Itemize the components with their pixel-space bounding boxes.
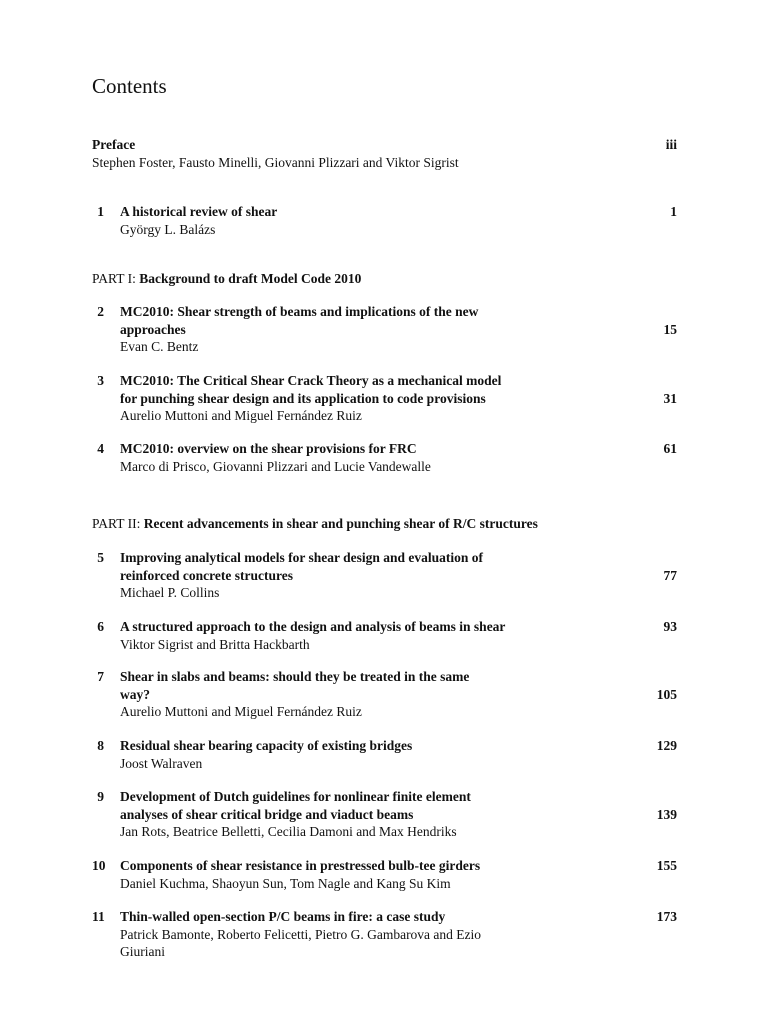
entry-authors: Michael P. Collins [120, 585, 220, 600]
entry-title: Components of shear resistance in prestressed bulb-tee girders [120, 858, 481, 873]
entry-page-number: 93 [663, 619, 677, 634]
entry-title: A historical review of shear [120, 204, 278, 219]
entry-authors-line-1: Patrick Bamonte, Roberto Felicetti, Pietro G. Gambarova and Ezio [120, 926, 482, 942]
entry-page-number: iii [665, 137, 677, 152]
entry-title-line-1: Shear in slabs and beams: should they be treated in the same [120, 669, 470, 684]
entry-authors: Jan Rots, Beatrice Belletti, Cecilia Damoni and Max Hendriks [120, 824, 457, 839]
entry-authors: Daniel Kuchma, Shaoyun Sun, Tom Nagle and Kang Su Kim [120, 875, 451, 891]
part-label: PART II [92, 516, 137, 531]
entry-authors: Evan C. Bentz [120, 339, 199, 354]
entry-page-number: 155 [656, 858, 677, 873]
part-label: PART I [92, 271, 133, 286]
entry-page-number: 77 [663, 567, 677, 583]
part-title: Recent advancements in shear and punching shear of R/C structures [143, 516, 538, 531]
entry-title-line-1: Improving analytical models for shear design and evaluation of [120, 550, 484, 565]
entry-page-number: 15 [663, 321, 677, 337]
chapter-number: 7 [97, 669, 104, 684]
entry-page-number: 61 [663, 441, 677, 456]
entry-title: Preface [92, 137, 136, 152]
chapter-number: 3 [97, 373, 104, 388]
chapter-number: 9 [97, 789, 104, 804]
entry-authors: Marco di Prisco, Giovanni Plizzari and Lucie Vandewalle [120, 458, 431, 474]
chapter-number: 5 [97, 550, 104, 565]
entry-title: A structured approach to the design and analysis of beams in shear [120, 619, 506, 634]
entry-title-line-1: MC2010: The Critical Shear Crack Theory as a mechanical model [120, 373, 502, 388]
entry-authors: Viktor Sigrist and Britta Hackbarth [120, 636, 310, 652]
entry-title: Residual shear bearing capacity of existing bridges [120, 738, 413, 753]
page-title: Contents [92, 74, 167, 98]
entry-page-number: 139 [656, 806, 677, 822]
entry-page-number: 105 [656, 686, 677, 702]
entry-page-number: 173 [656, 909, 677, 924]
chapter-number: 11 [92, 909, 105, 924]
entry-title: Thin-walled open-section P/C beams in fire: a case study [120, 909, 446, 924]
entry-authors: György L. Balázs [120, 221, 216, 237]
chapter-number: 8 [97, 738, 104, 753]
chapter-number: 2 [97, 304, 104, 319]
entry-title-line-2: analyses of shear critical bridge and viaduct beams [120, 806, 414, 822]
entry-authors: Aurelio Muttoni and Miguel Fernández Ruiz [120, 704, 362, 719]
entry-authors: Joost Walraven [120, 755, 203, 771]
chapter-number: 10 [92, 858, 106, 873]
entry-title: MC2010: overview on the shear provisions for FRC [120, 441, 417, 456]
chapter-number: 1 [97, 204, 104, 219]
part-title: Background to draft Model Code 2010 [139, 271, 362, 286]
entry-title-line-2: approaches [120, 321, 186, 337]
entry-title-line-2: way? [120, 686, 150, 702]
entry-authors: Stephen Foster, Fausto Minelli, Giovanni Plizzari and Viktor Sigrist [92, 154, 459, 170]
chapter-number: 4 [97, 441, 104, 456]
entry-title-line-2: for punching shear design and its application to code provisions [120, 390, 486, 406]
entry-title-line-2: reinforced concrete structures [120, 567, 293, 583]
entry-page-number: 1 [670, 204, 677, 219]
entry-page-number: 31 [663, 390, 677, 406]
entry-title-line-1: MC2010: Shear strength of beams and implications of the new [120, 304, 479, 319]
chapter-number: 6 [97, 619, 104, 634]
entry-page-number: 129 [656, 738, 677, 753]
entry-title-line-1: Development of Dutch guidelines for nonlinear finite element [120, 789, 471, 804]
entry-authors: Aurelio Muttoni and Miguel Fernández Ruiz [120, 408, 362, 423]
entry-authors-line-2: Giuriani [120, 944, 165, 959]
